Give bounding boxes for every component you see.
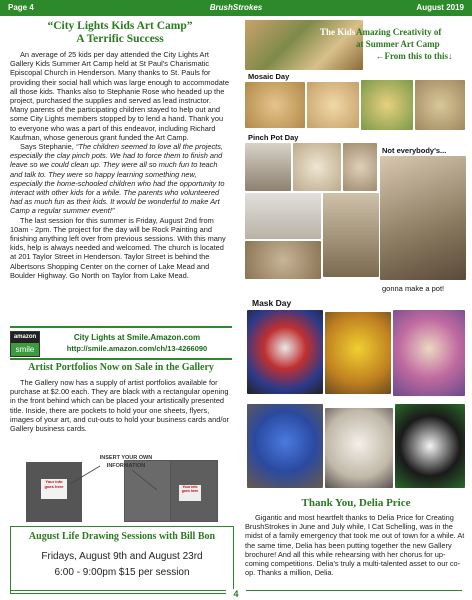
mask-photo-white [325,408,393,488]
pinch-photo-table [245,193,321,239]
portfolio-illustration [22,450,222,522]
mask-photo-yellow [325,312,391,394]
pinch-photo-pot-1 [293,143,341,191]
portfolios-title: Artist Portfolios Now on Sale in the Gallery [28,362,214,373]
thanks-title: Thank You, Delia Price [301,497,411,509]
mosaic-photo-1 [245,82,305,128]
collage-banner: Amazing Creativity of at Summer Art Camp ←From this to this↓ [356,27,453,61]
life-drawing-times: 6:00 - 9:00pm $15 per session [54,567,190,578]
mosaic-day-label: Mosaic Day [248,72,290,81]
not-everybody-text: Not everybody's... [382,146,447,155]
pinch-photo-pot-2 [343,143,377,191]
amazon-smile-title: City Lights at Smile.Amazon.com [73,333,201,342]
issue-date: August 2019 [416,3,464,12]
art-camp-paragraph-1: An average of 25 kids per day attended the City Lights Art Gallery Kids Summer Art Camp held at St Paul’s Charismatic Episcopal Church in Henderson. Many thanks to St. Pauls for providing their social hall which was large enough to accommodate all those kids. Thanks also to Stephanie Rose who headed up the project, purchased the supplies and served as lead instructor. Many parents of the participating children stayed to help out and some City Lights members stopped by to lend a hand. Thank you to everyone who was a part of this endeavor, including Richard Kaufman, whose generous grant funded the Art Camp. [10,50,229,142]
mask-photo-black [395,404,465,488]
page-label: Page 4 [8,3,34,12]
mask-photo-blue [247,404,323,488]
art-camp-body [10,50,230,280]
portfolios-body: The Gallery now has a supply of artist portfolios available for purchase at $2.00 each. They are black with a rectangular opening in the front behind which can be placed your artistically presented title. Inside, there are pockets to hold your one sheets, flyers, images of your art, and cut-outs to hold your business cards and/or Gallery business cards. [10,378,229,434]
divider [10,326,232,328]
mosaic-photo-4 [415,80,465,130]
life-drawing-title: August Life Drawing Sessions with Bill Bon [28,531,216,542]
portfolio-open-right [170,460,218,522]
portfolio-callout: INSERT YOUR OWN INFORMATION [99,455,153,469]
pinch-photo-child [245,143,291,191]
gonna-pot-text: gonna make a pot! [382,284,445,293]
portfolio-card: Your info goes here [41,479,67,499]
life-drawing-dates: Fridays, August 9th and August 23rd [41,551,203,562]
amazon-smile-logo[interactable]: amazon smile [10,331,40,357]
mosaic-photo-2 [307,82,359,128]
thanks-body: Gigantic and most heartfelt thanks to Delia Price for Creating BrushStrokes in June and July while, I Cat Schelling, was in the midst of a family emergency that took me out of town for a while. At the same time, Delia has been putting together the new Gallery brochure! And all this while rehearsing with her chorus for up-coming competitions. Delia’s truly a multi-talented asset to our co-op. Thanks a million, Delia. [245,513,465,578]
divider [10,358,232,360]
business-card-slot: Your info goes here [179,485,201,501]
banner-kids: The Kids [320,27,356,37]
callout-arrows [62,462,162,502]
art-camp-title: “City Lights Kids Art Camp” A Terrific Success [47,20,193,45]
pinch-pot-label: Pinch Pot Day [248,133,299,142]
art-camp-paragraph-2: Says Stephanie, “The children seemed to love all the projects, especially the clay pinch pots. We had to force them to finish and leave so we could clean up. They were all so much fun to teach and talk to. They were so happy learning something new, especially the home-schooled children who had the opportunity to interact with other kids for a while. The parents who volunteered had as much fun as their kids. It would be wonderful to make Art Camp a regular summer event!” [10,142,225,216]
page-header [0,0,472,16]
art-camp-paragraph-3: The last session for this summer is Friday, August 2nd from 10am - 2pm. The project for the day will be Rock Painting and finishing anything left over from previous sessions. With this many kids, help is always needed and welcomed. The church is located at 201 Taylor Street in Henderson. Taylor Street is behind the Albertsons Shopping Center on the corner of Lake Mead and Boulder Highway. Go North on Taylor from Lake Mead. [10,215,226,280]
page-number: 4 [226,589,246,599]
mask-day-label: Mask Day [252,298,292,308]
life-drawing-box [10,526,234,594]
pinch-photo-mug [245,241,321,279]
pinch-photo-sculpture [323,193,379,277]
publication-name: BrushStrokes [209,3,263,12]
mask-photo-feathers [393,310,465,396]
child-pot-photo [380,156,466,280]
mask-photo-spiderman [247,310,323,394]
mosaic-photo-3 [361,80,413,130]
amazon-smile-link[interactable]: http://smile.amazon.com/ch/13-4266090 [66,344,208,353]
